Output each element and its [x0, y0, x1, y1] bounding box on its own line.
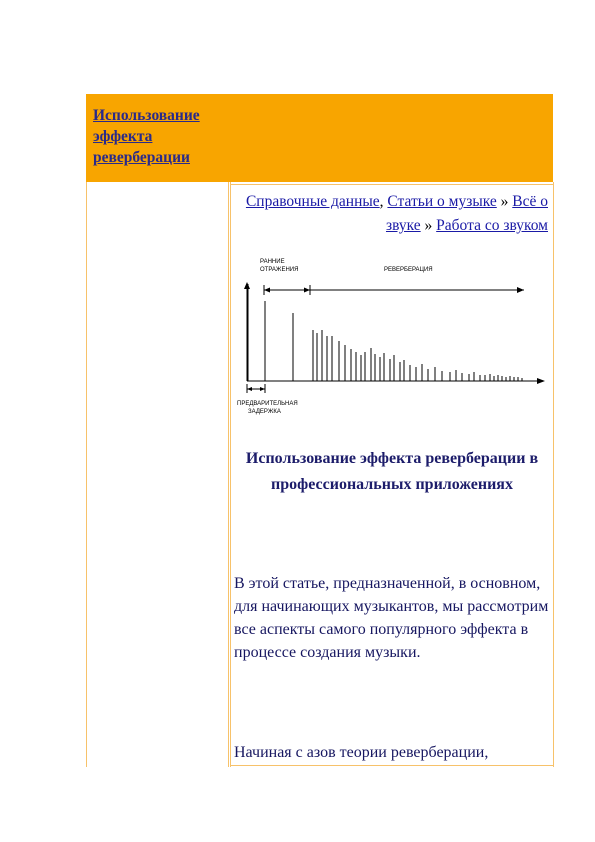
breadcrumb-link-music-articles[interactable]: Статьи о музыке	[387, 193, 497, 210]
article-title: Использование эффекта реверберации в профессиональных приложениях	[245, 450, 539, 493]
x-axis-arrowhead	[537, 378, 545, 384]
arrowhead-early-right	[304, 288, 310, 293]
label-predelay: ПРЕДВАРИТЕЛЬНАЯ	[237, 401, 298, 407]
article-paragraph: Начиная с азов теории реверберации,	[234, 744, 489, 761]
y-axis-arrowhead	[244, 282, 250, 289]
breadcrumb-link-working-with-sound[interactable]: Работа со звуком	[436, 217, 548, 234]
breadcrumb-separator: ,	[379, 193, 388, 210]
table-border-top	[230, 184, 554, 185]
label-reverberation: РЕВЕРБЕРАЦИЯ	[384, 267, 433, 273]
reverb-diagram	[234, 256, 550, 418]
label-early-reflections-2: ОТРАЖЕНИЯ	[260, 267, 299, 273]
breadcrumb-separator: »	[420, 217, 437, 234]
arrowhead-predelay-right	[260, 387, 265, 391]
impulse-lines	[248, 284, 522, 381]
breadcrumb-link-reference[interactable]: Справочные данные	[245, 193, 380, 210]
table-border-mid-left	[228, 182, 229, 767]
table-border-right	[553, 182, 554, 767]
section-title-link[interactable]: Использование эффекта реверберации	[93, 107, 200, 166]
arrowhead-early-left	[264, 288, 270, 293]
table-border-mid-right	[230, 182, 231, 767]
breadcrumb	[236, 190, 548, 238]
breadcrumb-link-all-about-sound[interactable]: Всё о звуке	[385, 193, 548, 234]
table-border-left	[86, 182, 87, 767]
breadcrumb-separator: »	[496, 193, 513, 210]
label-predelay-2: ЗАДЕРЖКА	[248, 409, 281, 415]
label-early-reflections: РАННИЕ	[260, 259, 285, 265]
article-paragraph: В этой статье, предназначенной, в основном, для начинающих музыкантов, мы рассмотрим все аспекты самого популярного эффекта в процессе создания музыки.	[234, 575, 549, 661]
table-border-bottom	[230, 765, 554, 766]
arrowhead-reverb-right	[517, 287, 524, 293]
arrowhead-predelay-left	[247, 387, 252, 391]
